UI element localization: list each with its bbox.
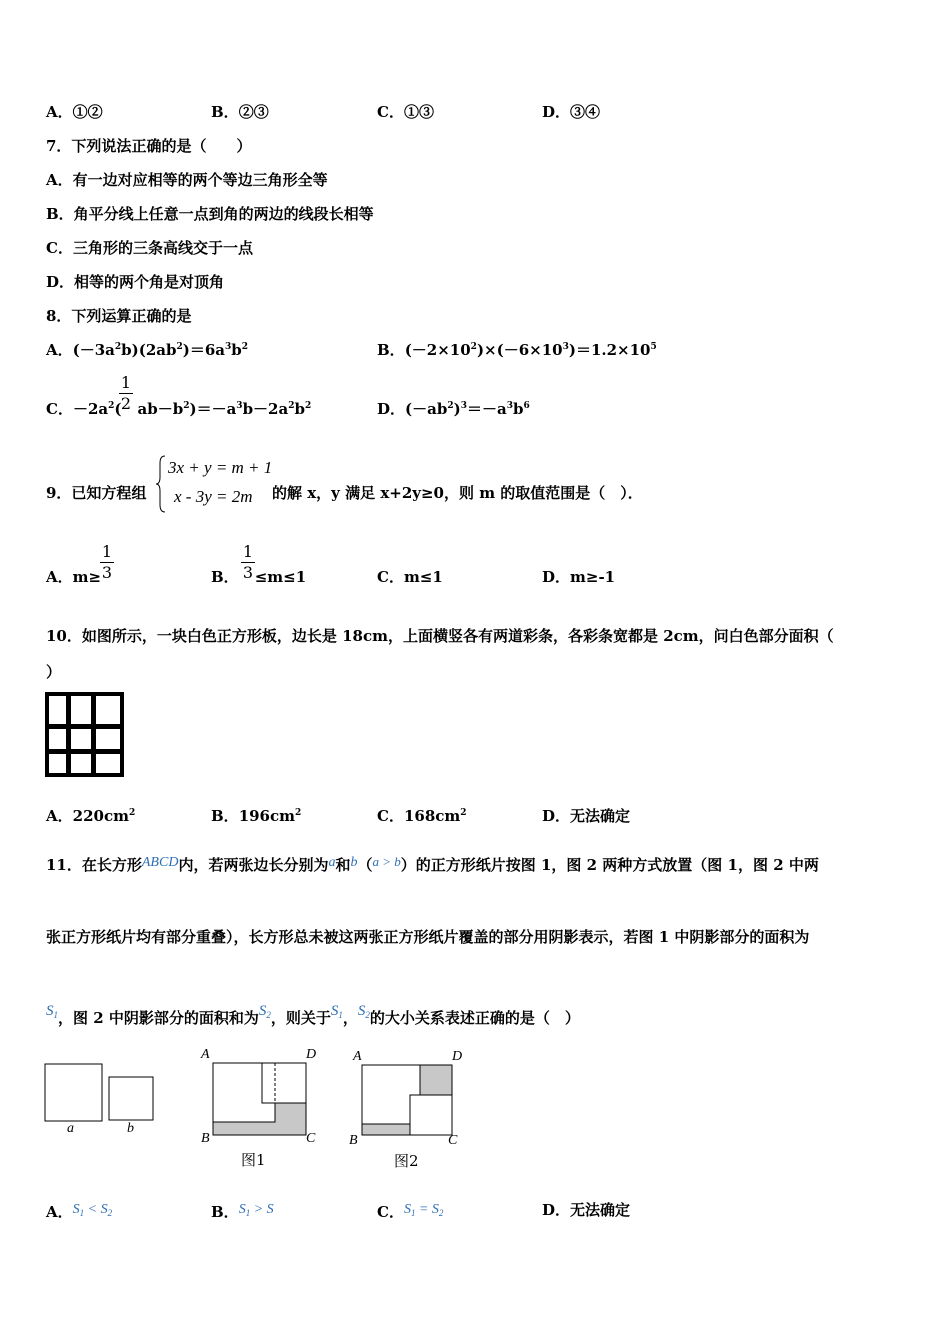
- q8-option-a: A．$(-3a^2b)(2ab^2)=6a^3b^2$: [46, 341, 249, 359]
- q6-option-c: C．①③: [377, 103, 434, 121]
- q9-equation-1: 3x + y = m + 1: [168, 458, 273, 477]
- q6-option-d: D．③④: [542, 103, 601, 121]
- q7-option-b: B．角平分线上任意一点到角的两边的线段长相等: [46, 205, 374, 223]
- q8-stem: 8．下列运算正确的是: [46, 307, 192, 325]
- q9-b-fraction: 1 3: [242, 542, 254, 582]
- fig1-caption: 图1: [241, 1151, 266, 1169]
- q10-stem-line-1: 10．如图所示，一块白色正方形板，边长是 18cm，上面横竖各有两道彩条，各彩条宽都是 2cm，问白色部分面积（: [46, 627, 834, 645]
- q7-option-a: A．有一边对应相等的两个等边三角形全等: [46, 171, 328, 189]
- fig2-label-C: C: [448, 1133, 458, 1148]
- q11-label-a: a: [67, 1121, 74, 1136]
- q7-option-c: C．三角形的三条高线交于一点: [46, 239, 253, 257]
- q8-option-c: C．$-2a^2$( $ab-b^2)=-a^3b-2a^2b^2$: [46, 400, 312, 418]
- q9-a-fraction: 1 3: [101, 542, 113, 582]
- q11-option-d: D．无法确定: [542, 1201, 631, 1219]
- q11-figure-1: [210, 1060, 310, 1138]
- q11-option-b: B．$S_1 > S$: [211, 1202, 274, 1221]
- fig1-label-C: C: [306, 1131, 316, 1146]
- q6-option-b: B．②③: [211, 103, 269, 121]
- q9-option-d: D．m≥-1: [542, 568, 616, 586]
- q10-grid-figure: [45, 692, 124, 777]
- q11-stem-line-1: 11．在长方形ABCD内，若两张边长分别为a和b（a > b）的正方形纸片按图 1，图 2 两种方式放置（图 1，图 2 中两: [46, 854, 819, 874]
- q9-stem-prefix: 9．已知方程组: [46, 484, 147, 502]
- q10-option-a: A．$220cm^2$: [46, 807, 136, 825]
- q10-option-c: C．$168cm^2$: [377, 807, 467, 825]
- q11-option-c: C．$S_1 = S_2$: [377, 1202, 444, 1221]
- q9-brace: [156, 455, 166, 513]
- q7-option-d: D．相等的两个角是对顶角: [46, 273, 225, 291]
- q9-stem-suffix: 的解 x，y 满足 x+2y≥0，则 m 的取值范围是（ ）．: [272, 484, 643, 502]
- fig1-label-B: B: [201, 1131, 210, 1146]
- q11-squares-figure: [44, 1062, 156, 1124]
- q10-option-d: D．无法确定: [542, 807, 631, 825]
- fig2-label-D: D: [452, 1049, 463, 1064]
- fig2-label-A: A: [353, 1049, 362, 1064]
- fig2-caption: 图2: [394, 1152, 419, 1170]
- q8-c-fraction: 1 2: [120, 373, 132, 413]
- q10-option-b: B．$196cm^2$: [211, 807, 302, 825]
- q7-stem: 7．下列说法正确的是（ ）: [46, 137, 252, 155]
- q11-figure-2: [359, 1062, 455, 1138]
- q11-option-a: A．$S_1 < S_2$: [46, 1202, 113, 1221]
- q9-option-a: A．m≥: [46, 568, 102, 586]
- fig1-label-D: D: [306, 1047, 317, 1062]
- fig1-label-A: A: [201, 1047, 210, 1062]
- q11-stem-line-2: 张正方形纸片均有部分重叠），长方形总未被这两张正方形纸片覆盖的部分用阴影表示，若图 1 中阴影部分的面积为: [46, 928, 810, 946]
- fig2-label-B: B: [349, 1133, 358, 1148]
- q8-option-d: D．$(-ab^2)^3=-a^3b^6$: [377, 400, 530, 418]
- q9-equation-2: x - 3y = 2m: [174, 487, 253, 506]
- q8-option-b: B．$(-2\times 10^2)\times(-6\times 10^3)=1.2\times 10^5$: [377, 341, 657, 359]
- q6-option-a: A．①②: [46, 103, 103, 121]
- q9-option-c: C．m≤1: [377, 568, 443, 586]
- q11-stem-line-3: $S_1$，图 2 中阴影部分的面积和为$S_2$，则关于$S_1$，$S_2$的大小关系表述正确的是（ ）: [46, 1003, 580, 1027]
- q9-option-b: B． ≤m≤1: [211, 568, 307, 586]
- q10-stem-line-2: ）: [46, 663, 62, 681]
- q11-label-b: b: [127, 1121, 134, 1136]
